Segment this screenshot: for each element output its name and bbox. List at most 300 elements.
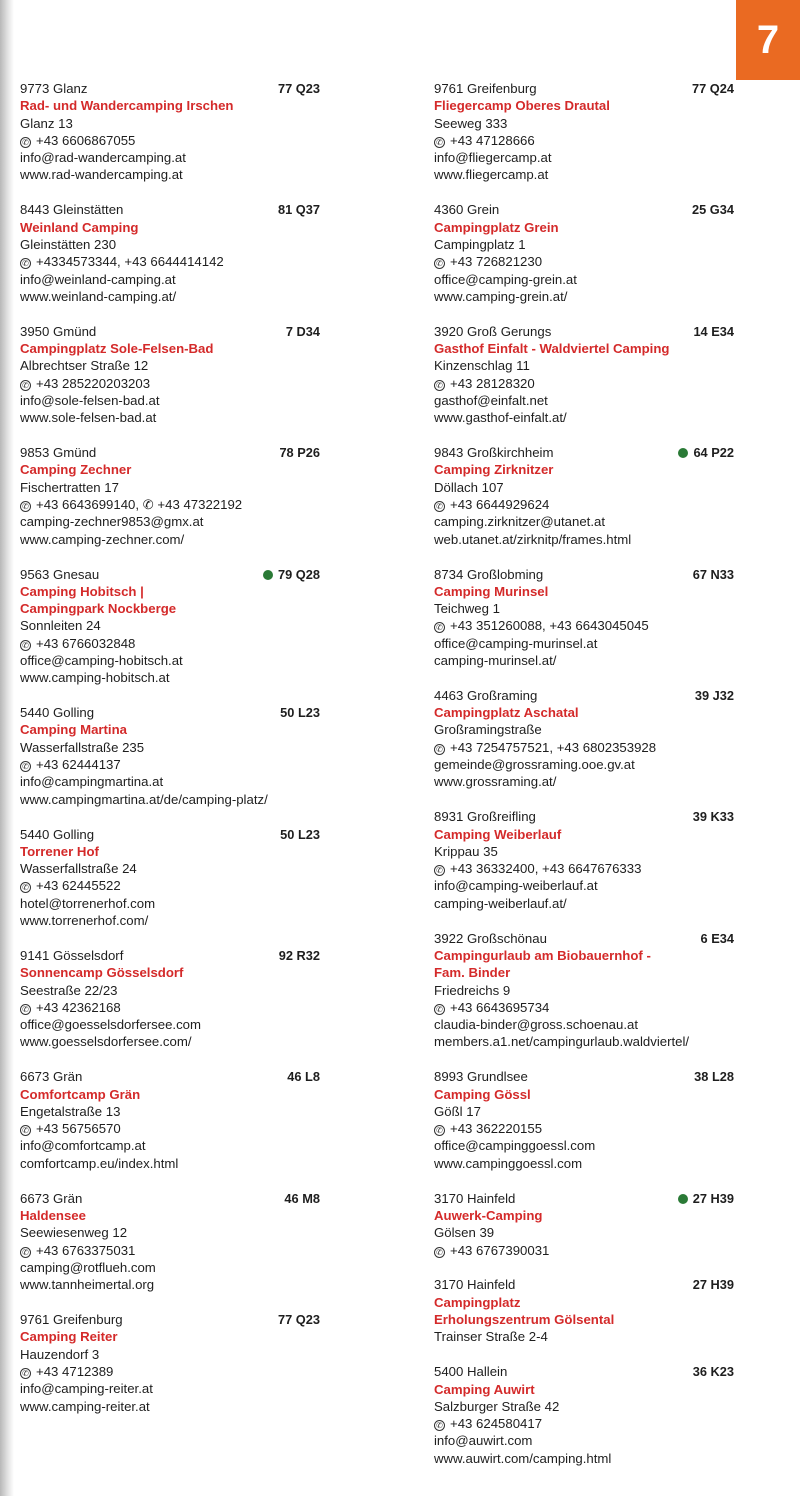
campsite-address (20, 115, 320, 132)
map-reference (693, 1363, 734, 1380)
campsite-city: 8734 Großlobming (434, 566, 544, 582)
phone-icon: ✆ (434, 744, 445, 755)
campsite-address (20, 739, 320, 756)
campsite-address-text: Gößl 17 (434, 1103, 481, 1119)
campsite-name-text: Campingplatz Aschatal (434, 705, 579, 721)
campsite-name-text: Gasthof Einfalt - Waldviertel Camping (434, 341, 670, 357)
campsite-email-text: info@camping-reiter.at (20, 1381, 153, 1397)
campsite-address-text: Seewiesenweg 12 (20, 1225, 128, 1241)
campsite-website-text: www.torrenerhof.com/ (20, 913, 149, 929)
map-reference (263, 566, 320, 583)
campsite-address-text: Großramingstraße (434, 722, 542, 738)
campsite-address (434, 479, 734, 496)
campsite-city: 3170 Hainfeld (434, 1277, 516, 1293)
campsite-email[interactable] (20, 773, 320, 790)
campsite-phone (20, 375, 320, 392)
campsite-phone (434, 1415, 734, 1432)
campsite-address-text: Seeweg 333 (434, 115, 508, 131)
campsite-phone (20, 496, 320, 513)
campsite-name-text: Sonnencamp Gösselsdorf (20, 965, 184, 981)
campsite-name-text: Camping Weiberlauf (434, 826, 562, 842)
campsite-name-text: Erholungszentrum Gölsental (434, 1312, 615, 1328)
campsite-name-text: Torrener Hof (20, 843, 99, 859)
campsite-city: 8993 Grundlsee (434, 1069, 528, 1085)
chapter-tab (736, 0, 800, 80)
campsite-name (434, 704, 734, 721)
campsite-email[interactable] (20, 1259, 320, 1276)
map-reference (678, 1190, 734, 1207)
campsite-address (434, 721, 734, 738)
campsite-address (20, 1224, 320, 1241)
campsite-name-text: Fam. Binder (434, 965, 511, 981)
campsite-name (20, 600, 320, 617)
campsite-address (20, 357, 320, 374)
campsite-address (20, 1346, 320, 1363)
campsite-phone (20, 877, 320, 894)
campsite-city: 8443 Gleinstätten (20, 202, 124, 218)
map-reference (279, 947, 320, 964)
campsite-address (434, 982, 734, 999)
campsite-phone-text: +43 6763375031 (36, 1242, 136, 1258)
chapter-number: 7 (756, 17, 780, 62)
campsite-website[interactable] (20, 288, 320, 305)
campsite-name (20, 583, 320, 600)
campsite-website-text: www.camping-hobitsch.at (20, 670, 170, 686)
campsite-entry (20, 1311, 320, 1415)
map-reference-text: 67 N33 (692, 566, 734, 582)
campsite-name-text: Fliegercamp Oberes Drautal (434, 98, 610, 114)
campsite-website-text: www.grossraming.at/ (434, 774, 557, 790)
campsite-website-text: web.utanet.at/zirknitp/frames.html (434, 531, 632, 547)
campsite-city: 9853 Gmünd (20, 445, 97, 461)
campsite-name (434, 340, 734, 357)
green-dot-icon (678, 448, 688, 458)
map-reference (693, 323, 734, 340)
campsite-city: 6673 Grän (20, 1190, 83, 1206)
campsite-entry (20, 704, 320, 808)
campsite-website[interactable] (20, 1398, 320, 1415)
campsite-name-text: Rad- und Wandercamping Irschen (20, 98, 234, 114)
phone-icon: ✆ (434, 1247, 445, 1258)
map-reference-text: 46 M8 (284, 1190, 320, 1206)
campsite-email-text: claudia-binder@gross.schoenau.at (434, 1017, 638, 1033)
campsite-city: 9761 Greifenburg (434, 81, 537, 96)
campsite-entry (434, 323, 734, 427)
green-dot-icon (263, 570, 273, 580)
campsite-website-text: www.camping-zechner.com/ (20, 531, 185, 547)
campsite-address-text: Gölsen 39 (434, 1225, 495, 1241)
campsite-website[interactable] (20, 166, 320, 183)
campsite-address-text: Friedreichs 9 (434, 982, 511, 998)
campsite-phone-text: +43 285220203203 (36, 375, 151, 391)
campsite-name (434, 1086, 734, 1103)
campsite-website[interactable] (434, 1033, 734, 1050)
campsite-phone-text: +43 4712389 (36, 1363, 114, 1379)
campsite-address (20, 617, 320, 634)
campsite-phone-text: +43 36332400, +43 6647676333 (450, 861, 642, 877)
campsite-address-text: Gleinstätten 230 (20, 236, 117, 252)
campsite-email-text: info@weinland-camping.at (20, 271, 176, 287)
campsite-website-text: www.camping-grein.at/ (434, 288, 568, 304)
campsite-address (20, 236, 320, 253)
campsite-phone-text: +43 47128666 (450, 132, 535, 148)
campsite-phone (20, 1242, 320, 1259)
map-reference-text: 38 L28 (694, 1069, 734, 1085)
campsite-entry (434, 1276, 734, 1345)
campsite-website[interactable] (434, 166, 734, 183)
campsite-address (434, 1328, 734, 1345)
phone-icon: ✆ (20, 1247, 31, 1258)
phone-icon: ✆ (20, 882, 31, 893)
map-reference-text: 79 Q28 (278, 566, 320, 582)
campsite-name (20, 1086, 320, 1103)
campsite-email-text: office@camping-grein.at (434, 271, 577, 287)
campsite-website[interactable] (434, 409, 734, 426)
campsite-email-text: hotel@torrenerhof.com (20, 895, 156, 911)
campsite-phone-text: +43 62445522 (36, 878, 121, 894)
phone-icon: ✆ (20, 640, 31, 651)
right-column (434, 80, 734, 1485)
campsite-name (434, 219, 734, 236)
campsite-website[interactable] (20, 912, 320, 929)
campsite-email[interactable] (434, 635, 734, 652)
map-reference-text: 77 Q23 (278, 1312, 320, 1328)
campsite-email[interactable] (20, 1380, 320, 1397)
campsite-website-text: www.campinggoessl.com (434, 1155, 583, 1171)
campsite-name (434, 583, 734, 600)
phone-icon: ✆ (20, 501, 31, 512)
phone-icon: ✆ (20, 1125, 31, 1136)
campsite-entry (20, 323, 320, 427)
campsite-address (20, 479, 320, 496)
campsite-name-text: Campingplatz Sole-Felsen-Bad (20, 341, 214, 357)
campsite-city: 6673 Grän (20, 1069, 83, 1085)
campsite-address (434, 1103, 734, 1120)
campsite-entry (434, 1190, 734, 1259)
campsite-name (434, 947, 734, 964)
campsite-entry (20, 1068, 320, 1172)
campsite-phone-text: +43 351260088, +43 6643045045 (450, 618, 649, 634)
phone-icon: ✆ (434, 622, 445, 633)
campsite-address-text: Fischertratten 17 (20, 479, 119, 495)
campsite-entry (20, 566, 320, 687)
map-reference-text: 39 K33 (692, 809, 734, 825)
campsite-website-text: www.rad-wandercamping.at (20, 167, 183, 183)
map-reference-text: 7 D34 (285, 323, 320, 339)
campsite-address-text: Kinzenschlag 11 (434, 358, 530, 374)
campsite-phone (434, 496, 734, 513)
campsite-phone (434, 617, 734, 634)
campsite-name-text: Camping Zechner (20, 462, 132, 478)
campsite-name (20, 461, 320, 478)
campsite-email[interactable] (434, 1432, 734, 1449)
campsite-website-text: www.weinland-camping.at/ (20, 288, 177, 304)
campsite-email[interactable] (20, 513, 320, 530)
campsite-website[interactable] (434, 1450, 734, 1467)
campsite-phone-text: +43 7254757521, +43 6802353928 (450, 739, 657, 755)
phone-icon: ✆ (20, 761, 31, 772)
campsite-email-text: office@camping-murinsel.at (434, 635, 598, 651)
campsite-email[interactable] (434, 1016, 734, 1033)
campsite-entry (434, 1068, 734, 1172)
map-reference-text: 39 J32 (694, 687, 734, 703)
campsite-email[interactable] (434, 392, 734, 409)
campsite-name-text: Camping Zirknitzer (434, 462, 554, 478)
campsite-name (20, 721, 320, 738)
campsite-entry (20, 826, 320, 930)
campsite-entry (434, 930, 734, 1051)
campsite-city: 5440 Golling (20, 705, 95, 721)
phone-icon: ✆ (434, 137, 445, 148)
campsite-email[interactable] (434, 513, 734, 530)
map-reference-text: 36 K23 (692, 1364, 734, 1380)
campsite-website-text: www.camping-reiter.at (20, 1398, 150, 1414)
campsite-email-text: info@rad-wandercamping.at (20, 150, 186, 166)
map-reference (284, 1190, 320, 1207)
campsite-name-text: Camping Auwirt (434, 1381, 535, 1397)
map-reference-text: 77 Q24 (692, 81, 734, 96)
campsite-phone-text: +43 726821230 (450, 254, 543, 270)
map-reference (692, 80, 734, 97)
campsite-name (20, 964, 320, 981)
campsite-email-text: gemeinde@grossraming.ooe.gv.at (434, 757, 635, 773)
campsite-address-text: Teichweg 1 (434, 601, 500, 617)
campsite-website[interactable] (20, 1155, 320, 1172)
campsite-address (434, 236, 734, 253)
campsite-website[interactable] (20, 791, 320, 808)
campsite-city: 5400 Hallein (434, 1364, 508, 1380)
campsite-website[interactable] (434, 652, 734, 669)
phone-icon: ✆ (20, 137, 31, 148)
campsite-email-text: info@fliegercamp.at (434, 150, 552, 166)
campsite-phone-text: +43 42362168 (36, 999, 121, 1015)
campsite-website-text: camping-murinsel.at/ (434, 652, 557, 668)
map-reference (280, 826, 320, 843)
campsite-name (434, 1207, 734, 1224)
phone-icon: ✆ (434, 1125, 445, 1136)
campsite-address-text: Döllach 107 (434, 479, 504, 495)
campsite-website-text: www.campingmartina.at/de/camping-platz/ (20, 791, 268, 807)
campsite-name-text: Campingpark Nockberge (20, 601, 177, 617)
campsite-phone (434, 1242, 734, 1259)
campsite-email[interactable] (20, 1016, 320, 1033)
campsite-phone (434, 860, 734, 877)
campsite-email-text: camping@rotflueh.com (20, 1259, 156, 1275)
campsite-name-text: Campingplatz Grein (434, 219, 559, 235)
campsite-name-text: Camping Hobitsch | (20, 583, 144, 599)
campsite-address-text: Wasserfallstraße 235 (20, 739, 145, 755)
campsite-city: 3170 Hainfeld (434, 1190, 516, 1206)
campsite-website-text: members.a1.net/campingurlaub.waldviertel/ (434, 1034, 690, 1050)
campsite-entry (20, 80, 320, 184)
campsite-address (434, 1398, 734, 1415)
campsite-website-text: www.goesselsdorfersee.com/ (20, 1034, 192, 1050)
campsite-entry (434, 444, 734, 548)
campsite-address (434, 600, 734, 617)
campsite-phone-text: +43 624580417 (450, 1416, 543, 1432)
campsite-email-text: info@sole-felsen-bad.at (20, 392, 160, 408)
campsite-email-text: camping-zechner9853@gmx.at (20, 514, 204, 530)
campsite-city: 3922 Großschönau (434, 930, 547, 946)
campsite-phone-text: +43 6644929624 (450, 497, 550, 513)
phone-icon: ✆ (20, 258, 31, 269)
campsite-name (434, 461, 734, 478)
campsite-email[interactable] (20, 652, 320, 669)
campsite-name (434, 1294, 734, 1311)
campsite-website-text: www.fliegercamp.at (434, 167, 549, 183)
campsite-address-text: Wasserfallstraße 24 (20, 861, 137, 877)
campsite-entry (20, 947, 320, 1051)
campsite-website[interactable] (20, 1276, 320, 1293)
campsite-email[interactable] (20, 271, 320, 288)
campsite-email-text: info@auwirt.com (434, 1433, 533, 1449)
campsite-email-text: camping.zirknitzer@utanet.at (434, 514, 605, 530)
campsite-website[interactable] (434, 531, 734, 548)
green-dot-icon (678, 1194, 688, 1204)
campsite-name (20, 1328, 320, 1345)
map-reference (694, 1068, 734, 1085)
campsite-entry (20, 1190, 320, 1294)
map-reference-text: 77 Q23 (278, 81, 320, 96)
phone-icon: ✆ (434, 1004, 445, 1015)
campsite-name-text: Comfortcamp Grän (20, 1086, 141, 1102)
map-reference (278, 1311, 320, 1328)
campsite-address (20, 982, 320, 999)
campsite-email[interactable] (434, 271, 734, 288)
map-reference-text: 46 L8 (287, 1069, 320, 1085)
map-reference-text: 50 L23 (280, 826, 320, 842)
campsite-city: 4360 Grein (434, 202, 500, 218)
campsite-name-text: Camping Gössl (434, 1086, 531, 1102)
campsite-website-text: comfortcamp.eu/index.html (20, 1155, 179, 1171)
campsite-name-text: Camping Murinsel (434, 583, 549, 599)
map-reference (280, 704, 320, 721)
campsite-address-text: Engetalstraße 13 (20, 1103, 121, 1119)
campsite-phone (434, 253, 734, 270)
campsite-email[interactable] (20, 895, 320, 912)
map-reference-text: 27 H39 (692, 1190, 734, 1206)
campsite-address-text: Campingplatz 1 (434, 236, 526, 252)
campsite-email-text: info@comfortcamp.at (20, 1138, 146, 1154)
campsite-address-text: Sonnleiten 24 (20, 618, 101, 634)
campsite-name (434, 1381, 734, 1398)
phone-icon: ✆ (434, 865, 445, 876)
map-reference-text: 14 E34 (693, 323, 734, 339)
map-reference (693, 1276, 734, 1293)
map-reference (692, 201, 734, 218)
campsite-phone-text: +43 6643695734 (450, 999, 550, 1015)
campsite-name-text: Camping Martina (20, 722, 127, 738)
map-reference-text: 78 P26 (279, 445, 320, 461)
campsite-city: 8931 Großreifling (434, 809, 536, 825)
campsite-entry (20, 444, 320, 548)
campsite-email[interactable] (20, 392, 320, 409)
map-reference-text: 6 E34 (700, 930, 734, 946)
campsite-name (434, 826, 734, 843)
campsite-website[interactable] (434, 773, 734, 790)
map-reference (278, 80, 320, 97)
campsite-address-text: Salzburger Straße 42 (434, 1398, 560, 1414)
campsite-city: 9773 Glanz (20, 81, 88, 96)
campsite-phone (20, 999, 320, 1016)
campsite-phone (20, 1120, 320, 1137)
campsite-address-text: Krippau 35 (434, 843, 498, 859)
campsite-email[interactable] (434, 877, 734, 894)
campsite-website[interactable] (20, 669, 320, 686)
campsite-email[interactable] (434, 1137, 734, 1154)
campsite-name-text: Haldensee (20, 1207, 86, 1223)
campsite-address-text: Hauzendorf 3 (20, 1346, 100, 1362)
campsite-phone (20, 132, 320, 149)
campsite-phone (20, 1363, 320, 1380)
campsite-website-text: www.gasthof-einfalt.at/ (434, 410, 567, 426)
campsite-phone-text: +43 6767390031 (450, 1242, 550, 1258)
campsite-address-text: Glanz 13 (20, 115, 73, 131)
campsite-email[interactable] (434, 149, 734, 166)
campsite-phone (434, 999, 734, 1016)
map-reference (286, 323, 320, 340)
map-reference (278, 201, 320, 218)
phone-icon: ✆ (20, 1004, 31, 1015)
campsite-phone-text: +43 56756570 (36, 1121, 121, 1137)
campsite-name (434, 964, 734, 981)
campsite-email-text: office@goesselsdorfersee.com (20, 1017, 202, 1033)
campsite-website[interactable] (434, 1155, 734, 1172)
campsite-address (434, 843, 734, 860)
map-reference-text: 92 R32 (278, 947, 320, 963)
phone-icon: ✆ (20, 380, 31, 391)
campsite-address (20, 1103, 320, 1120)
campsite-website[interactable] (434, 288, 734, 305)
map-reference (695, 687, 734, 704)
campsite-phone (20, 756, 320, 773)
campsite-name (434, 1311, 734, 1328)
campsite-address-text: Trainser Straße 2-4 (434, 1329, 548, 1345)
campsite-entry (434, 566, 734, 670)
map-reference (693, 566, 734, 583)
campsite-name-text: Auwerk-Camping (434, 1207, 543, 1223)
campsite-address-text: Seestraße 22/23 (20, 982, 118, 998)
campsite-email[interactable] (20, 1137, 320, 1154)
campsite-entry (434, 808, 734, 912)
map-reference-text: 27 H39 (692, 1277, 734, 1293)
campsite-website[interactable] (20, 531, 320, 548)
campsite-name (20, 219, 320, 236)
left-column (20, 80, 320, 1432)
campsite-city: 9761 Greifenburg (20, 1312, 123, 1328)
campsite-website[interactable] (20, 1033, 320, 1050)
campsite-address (20, 860, 320, 877)
campsite-website[interactable] (434, 895, 734, 912)
campsite-email[interactable] (20, 149, 320, 166)
map-reference (701, 930, 734, 947)
campsite-name (20, 340, 320, 357)
campsite-phone-text: +43 6643699140, ✆ +43 47322192 (36, 497, 243, 513)
map-reference (678, 444, 734, 461)
campsite-city: 9843 Großkirchheim (434, 445, 554, 461)
campsite-phone (434, 375, 734, 392)
campsite-website[interactable] (20, 409, 320, 426)
campsite-phone (434, 132, 734, 149)
campsite-city: 3920 Groß Gerungs (434, 323, 552, 339)
campsite-entry (434, 1363, 734, 1467)
campsite-phone-text: +43 362220155 (450, 1121, 543, 1137)
campsite-email[interactable] (434, 756, 734, 773)
campsite-address-text: Albrechtser Straße 12 (20, 358, 149, 374)
campsite-email-text: info@camping-weiberlauf.at (434, 878, 598, 894)
campsite-phone-text: +43 28128320 (450, 375, 535, 391)
campsite-city: 9563 Gnesau (20, 566, 100, 582)
